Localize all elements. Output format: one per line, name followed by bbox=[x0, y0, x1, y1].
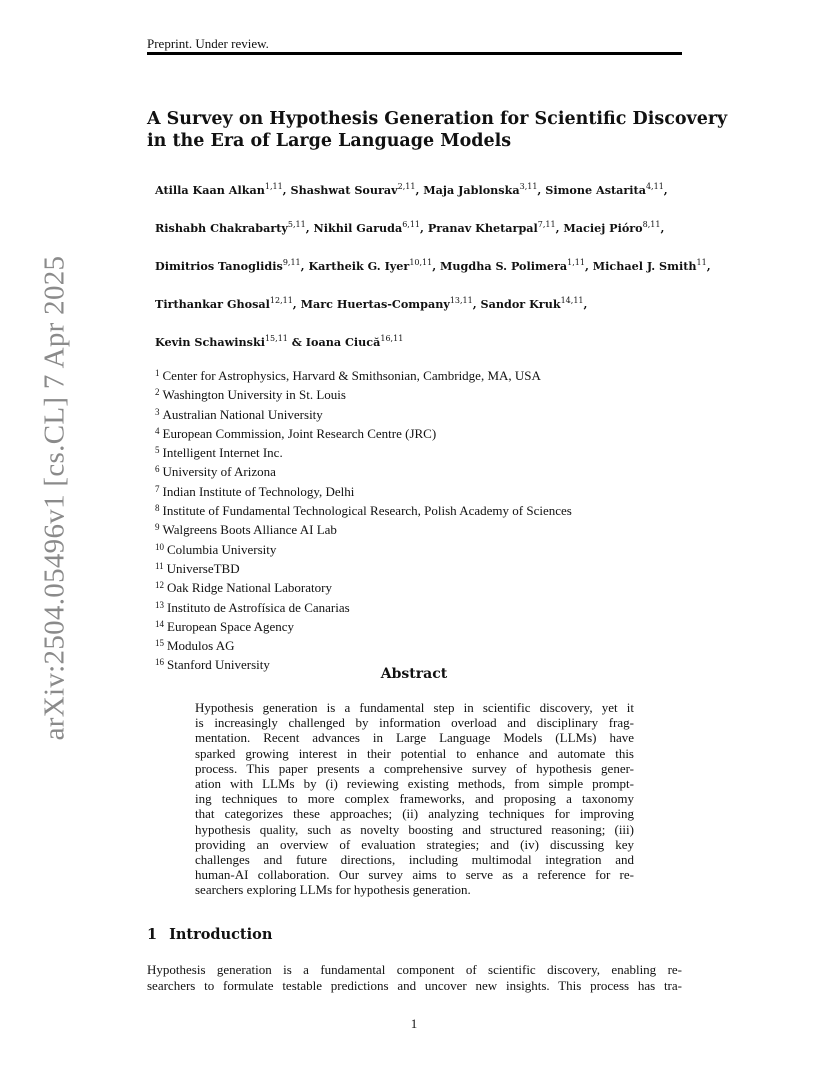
affiliation-item: $^3$ Australian National University bbox=[155, 406, 323, 422]
abstract-line: is increasingly challenged by information overload and disciplinary frag- bbox=[195, 715, 634, 731]
author-name: Shashwat Sourav bbox=[290, 183, 398, 197]
affiliation-item: $^{13}$ Instituto de Astrofísica de Canarias bbox=[155, 599, 350, 615]
header-rule bbox=[147, 52, 682, 55]
page-number: 1 bbox=[410, 1016, 418, 1031]
author-name: Kartheik G. Iyer bbox=[308, 259, 410, 273]
author-name: Mugdha S. Polimera bbox=[440, 259, 568, 273]
author-name: Pranav Khetarpal bbox=[427, 221, 538, 235]
affiliation-item: $^1$ Center for Astrophysics, Harvard & Smithsonian, Cambridge, MA, USA bbox=[155, 368, 541, 383]
author-affil: 2,11 bbox=[397, 182, 416, 191]
introduction-body bbox=[147, 962, 682, 993]
author-affil: 7,11 bbox=[537, 220, 556, 229]
author-affil: 15,11 bbox=[264, 334, 288, 343]
affiliation-item: $^2$ Washington University in St. Louis bbox=[155, 387, 346, 403]
affiliation-item: $^6$ University of Arizona bbox=[155, 464, 276, 480]
abstract-line: searchers exploring LLMs for hypothesis generation. bbox=[195, 882, 471, 898]
author-line: Dimitrios Tanoglidis$^{9,11}$, Kartheik G. Iyer$^{10,11}$, Mugdha S. Polimera$^{1,11}$, Michael J. Smith$^{11}$, bbox=[155, 258, 711, 273]
abstract-line: process. This paper presents a comprehensive survey of hypothesis gener- bbox=[195, 760, 634, 776]
abstract-line: mentation. Recent advances in Large Language Models (LLMs) have bbox=[195, 730, 634, 746]
affiliation-item: $^{11}$ UniverseTBD bbox=[155, 560, 240, 576]
author-name: Rishabh Chakrabarty bbox=[155, 221, 288, 235]
abstract-line: human-AI collaboration. Our survey aims to serve as a reference for re- bbox=[195, 867, 634, 883]
affiliation-item: $^{15}$ Modulos AG bbox=[155, 638, 235, 654]
author-name: Kevin Schawinski bbox=[155, 335, 265, 349]
section-title: Introduction bbox=[169, 926, 273, 943]
author-name: Simone Astarita bbox=[545, 183, 646, 197]
author-affil: 11 bbox=[696, 258, 707, 267]
author-name: Atilla Kaan Alkan bbox=[155, 183, 265, 197]
author-affil: 14,11 bbox=[560, 296, 584, 305]
abstract-line: ing techniques to more complex frameworks, and proposing a taxonomy bbox=[195, 791, 634, 807]
author-line: Rishabh Chakrabarty$^{5,11}$, Nikhil Garuda$^{6,11}$, Pranav Khetarpal$^{7,11}$, Maciej Pióro$^{8,11}$, bbox=[155, 220, 665, 235]
title-line: in the Era of Large Language Models bbox=[147, 131, 512, 151]
author-affil: 1,11 bbox=[264, 182, 283, 191]
title-line: A Survey on Hypothesis Generation for Scientific Discovery bbox=[147, 109, 728, 129]
author-name: Maja Jablonska bbox=[423, 183, 520, 197]
author-line: Kevin Schawinski$^{15,11}$ & Ioana Ciucă$^{16,11}$ bbox=[155, 334, 404, 349]
abstract-heading: Abstract bbox=[380, 666, 448, 682]
abstract-line: Hypothesis generation is a fundamental step in scientific discovery, yet it bbox=[195, 700, 634, 715]
body-line: searchers to formulate testable predictions and uncover new insights. This process has tra- bbox=[147, 977, 682, 993]
affiliation-item: $^{16}$ Stanford University bbox=[155, 657, 270, 673]
affiliation-item: $^{10}$ Columbia University bbox=[155, 541, 277, 557]
author-name: Sandor Kruk bbox=[480, 297, 561, 311]
affiliation-item: $^7$ Indian Institute of Technology, Delhi bbox=[155, 483, 355, 499]
affiliation-item: $^{12}$ Oak Ridge National Laboratory bbox=[155, 580, 332, 596]
section-heading-introduction bbox=[147, 926, 272, 943]
author-affil: 9,11 bbox=[282, 258, 301, 267]
author-affil: 3,11 bbox=[519, 182, 538, 191]
affiliation-item: $^8$ Institute of Fundamental Technological Research, Polish Academy of Sciences bbox=[155, 503, 572, 519]
author-name: Dimitrios Tanoglidis bbox=[155, 259, 283, 273]
abstract-line: hypothesis quality, such as novelty boosting and structured reasoning; (iii) bbox=[195, 821, 634, 837]
abstract-line: sparked growing interest in their potential to enhance and automate this bbox=[195, 745, 634, 761]
author-affil: 16,11 bbox=[380, 334, 404, 343]
author-affil: 6,11 bbox=[402, 220, 421, 229]
abstract-line: ation with LLMs by (i) reviewing existing methods, from simple prompt- bbox=[195, 775, 634, 791]
author-affil: 8,11 bbox=[642, 220, 661, 229]
affiliation-item: $^4$ European Commission, Joint Research Centre (JRC) bbox=[155, 425, 437, 441]
author-name: Tirthankar Ghosal bbox=[155, 297, 270, 311]
affiliation-item: $^5$ Intelligent Internet Inc. bbox=[155, 445, 283, 461]
body-line: Hypothesis generation is a fundamental component of scientific discovery, enabling re- bbox=[147, 962, 682, 977]
author-affil: 1,11 bbox=[567, 258, 585, 267]
author-line: Atilla Kaan Alkan$^{1,11}$, Shashwat Sourav$^{2,11}$, Maja Jablonska$^{3,11}$, Simone Astarita$^{4,11}$, bbox=[155, 182, 668, 197]
author-name: Ioana Ciucă bbox=[305, 335, 381, 349]
affiliation-list bbox=[155, 365, 572, 674]
abstract-line: challenges and future directions, including multimodal integration and bbox=[195, 851, 634, 867]
author-affil: 13,11 bbox=[449, 296, 473, 305]
arxiv-identifier: arXiv:2504.05496v1 [cs.CL] 7 Apr 2025 bbox=[38, 255, 71, 741]
author-name: Nikhil Garuda bbox=[313, 221, 403, 235]
author-affil: 4,11 bbox=[645, 182, 664, 191]
abstract-line: providing an overview of evaluation strategies; and (iv) discussing key bbox=[195, 836, 634, 852]
paper-title bbox=[147, 108, 728, 152]
running-header: Preprint. Under review. bbox=[147, 36, 269, 51]
author-affil: 10,11 bbox=[409, 258, 433, 267]
author-name: Maciej Pióro bbox=[563, 221, 643, 235]
section-number: 1 bbox=[147, 926, 158, 943]
author-line: Tirthankar Ghosal$^{12,11}$, Marc Huertas-Company$^{13,11}$, Sandor Kruk$^{14,11}$, bbox=[155, 296, 588, 311]
author-name: Michael J. Smith bbox=[592, 259, 697, 273]
affiliation-item: $^9$ Walgreens Boots Alliance AI Lab bbox=[155, 522, 337, 538]
abstract-line: that categorizes these approaches; (ii) analyzing techniques for improving bbox=[195, 806, 634, 822]
affiliation-item: $^{14}$ European Space Agency bbox=[155, 618, 295, 634]
abstract-body bbox=[195, 700, 634, 897]
author-name: Marc Huertas-Company bbox=[300, 297, 450, 311]
author-affil: 12,11 bbox=[269, 296, 293, 305]
author-affil: 5,11 bbox=[287, 220, 306, 229]
